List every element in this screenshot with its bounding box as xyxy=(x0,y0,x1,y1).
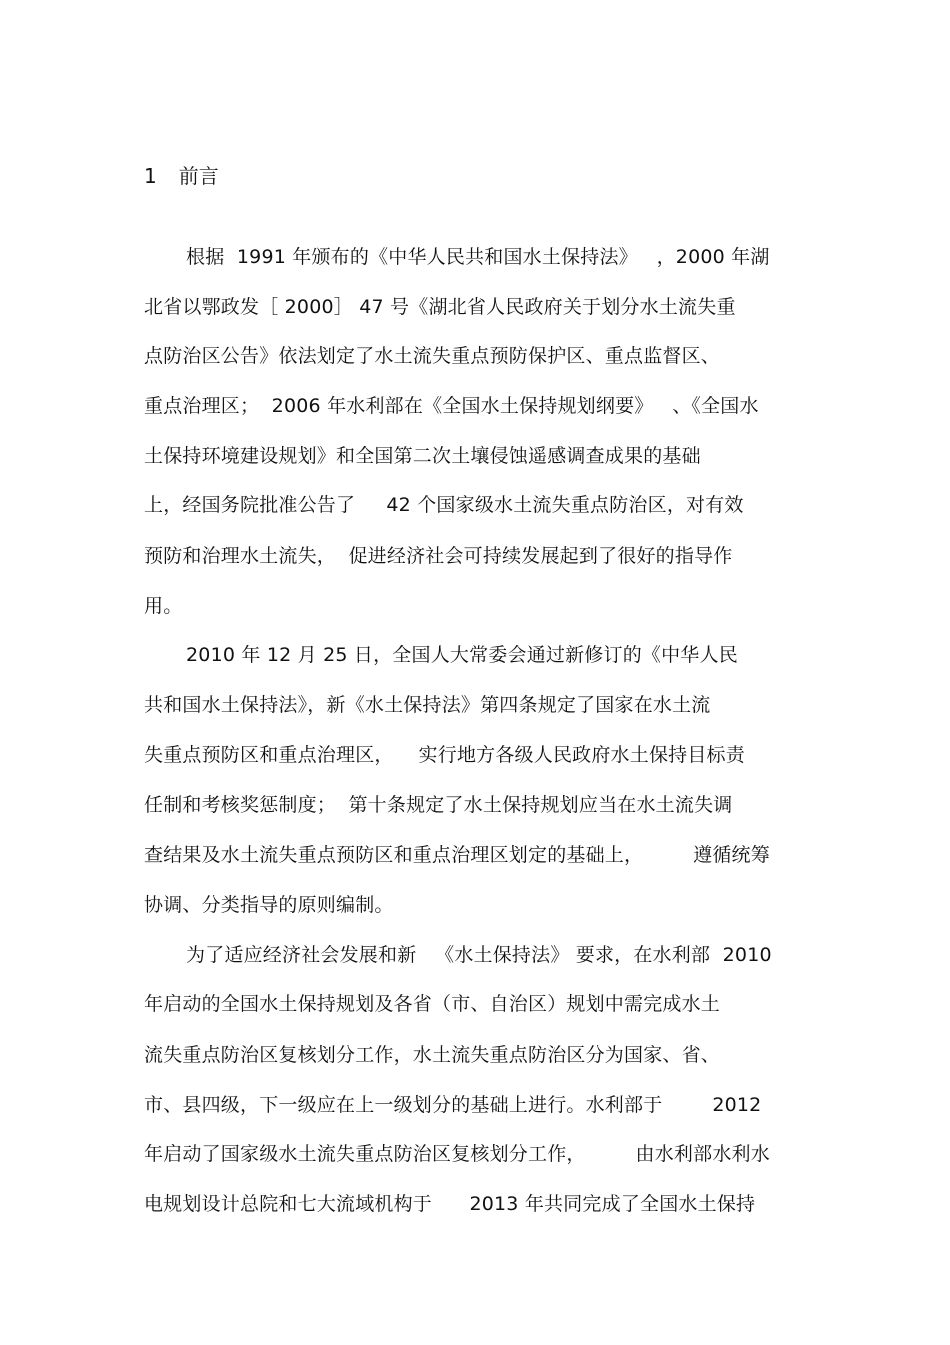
paragraph-1-line-6: 上，经国务院批准公告了 42 个国家级水土流失重点防治区，对有效 xyxy=(144,494,744,516)
section-heading xyxy=(144,161,219,191)
paragraph-2-line-3: 失重点预防区和重点治理区， 实行地方各级人民政府水土保持目标责 xyxy=(144,744,745,766)
paragraph-1-line-3: 点防治区公告》依法划定了水土流失重点预防保护区、重点监督区、 xyxy=(144,345,721,367)
paragraph-3-line-6: 电规划设计总院和七大流域机构于 2013 年共同完成了全国水土保持 xyxy=(144,1193,756,1215)
paragraph-3-line-3: 流失重点防治区复核划分工作，水土流失重点防治区分为国家、省、 xyxy=(144,1044,721,1066)
paragraph-1-line-1: 根据 1991 年颁布的《中华人民共和国水土保持法》 ，2000 年湖 xyxy=(186,246,770,268)
paragraph-2-line-1: 2010 年 12 月 25 日，全国人大常委会通过新修订的《中华人民 xyxy=(186,644,738,666)
paragraph-2-line-4: 任制和考核奖惩制度； 第十条规定了水土保持规划应当在水土流失调 xyxy=(144,794,733,816)
paragraph-2-line-2: 共和国水土保持法》，新《水土保持法》第四条规定了国家在水土流 xyxy=(144,694,711,716)
section-title: 前言 xyxy=(178,164,219,188)
paragraph-1-line-2: 北省以鄂政发［ 2000］ 47 号《湖北省人民政府关于划分水土流失重 xyxy=(144,296,736,318)
paragraph-3-line-4: 市、县四级，下一级应在上一级划分的基础上进行。水利部于 2012 xyxy=(144,1094,762,1116)
section-number: 1 xyxy=(144,164,157,188)
paragraph-1-line-7: 预防和治理水土流失， 促进经济社会可持续发展起到了很好的指导作 xyxy=(144,545,733,567)
paragraph-1-line-8: 用。 xyxy=(144,595,183,617)
paragraph-3-line-2: 年启动的全国水土保持规划及各省（市、自治区）规划中需完成水土 xyxy=(144,993,721,1015)
paragraph-2-line-5: 查结果及水土流失重点预防区和重点治理区划定的基础上， 遵循统筹 xyxy=(144,844,770,866)
paragraph-3-line-1: 为了适应经济社会发展和新 《水土保持法》 要求，在水利部 2010 xyxy=(186,944,772,966)
paragraph-3-line-5: 年启动了国家级水土流失重点防治区复核划分工作， 由水利部水利水 xyxy=(144,1143,770,1165)
paragraph-1-line-5: 土保持环境建设规划》和全国第二次土壤侵蚀遥感调查成果的基础 xyxy=(144,445,701,467)
paragraph-2-line-6: 协调、分类指导的原则编制。 xyxy=(144,894,394,916)
paragraph-1-line-4: 重点治理区； 2006 年水利部在《全国水土保持规划纲要》 、《全国水 xyxy=(144,395,759,417)
